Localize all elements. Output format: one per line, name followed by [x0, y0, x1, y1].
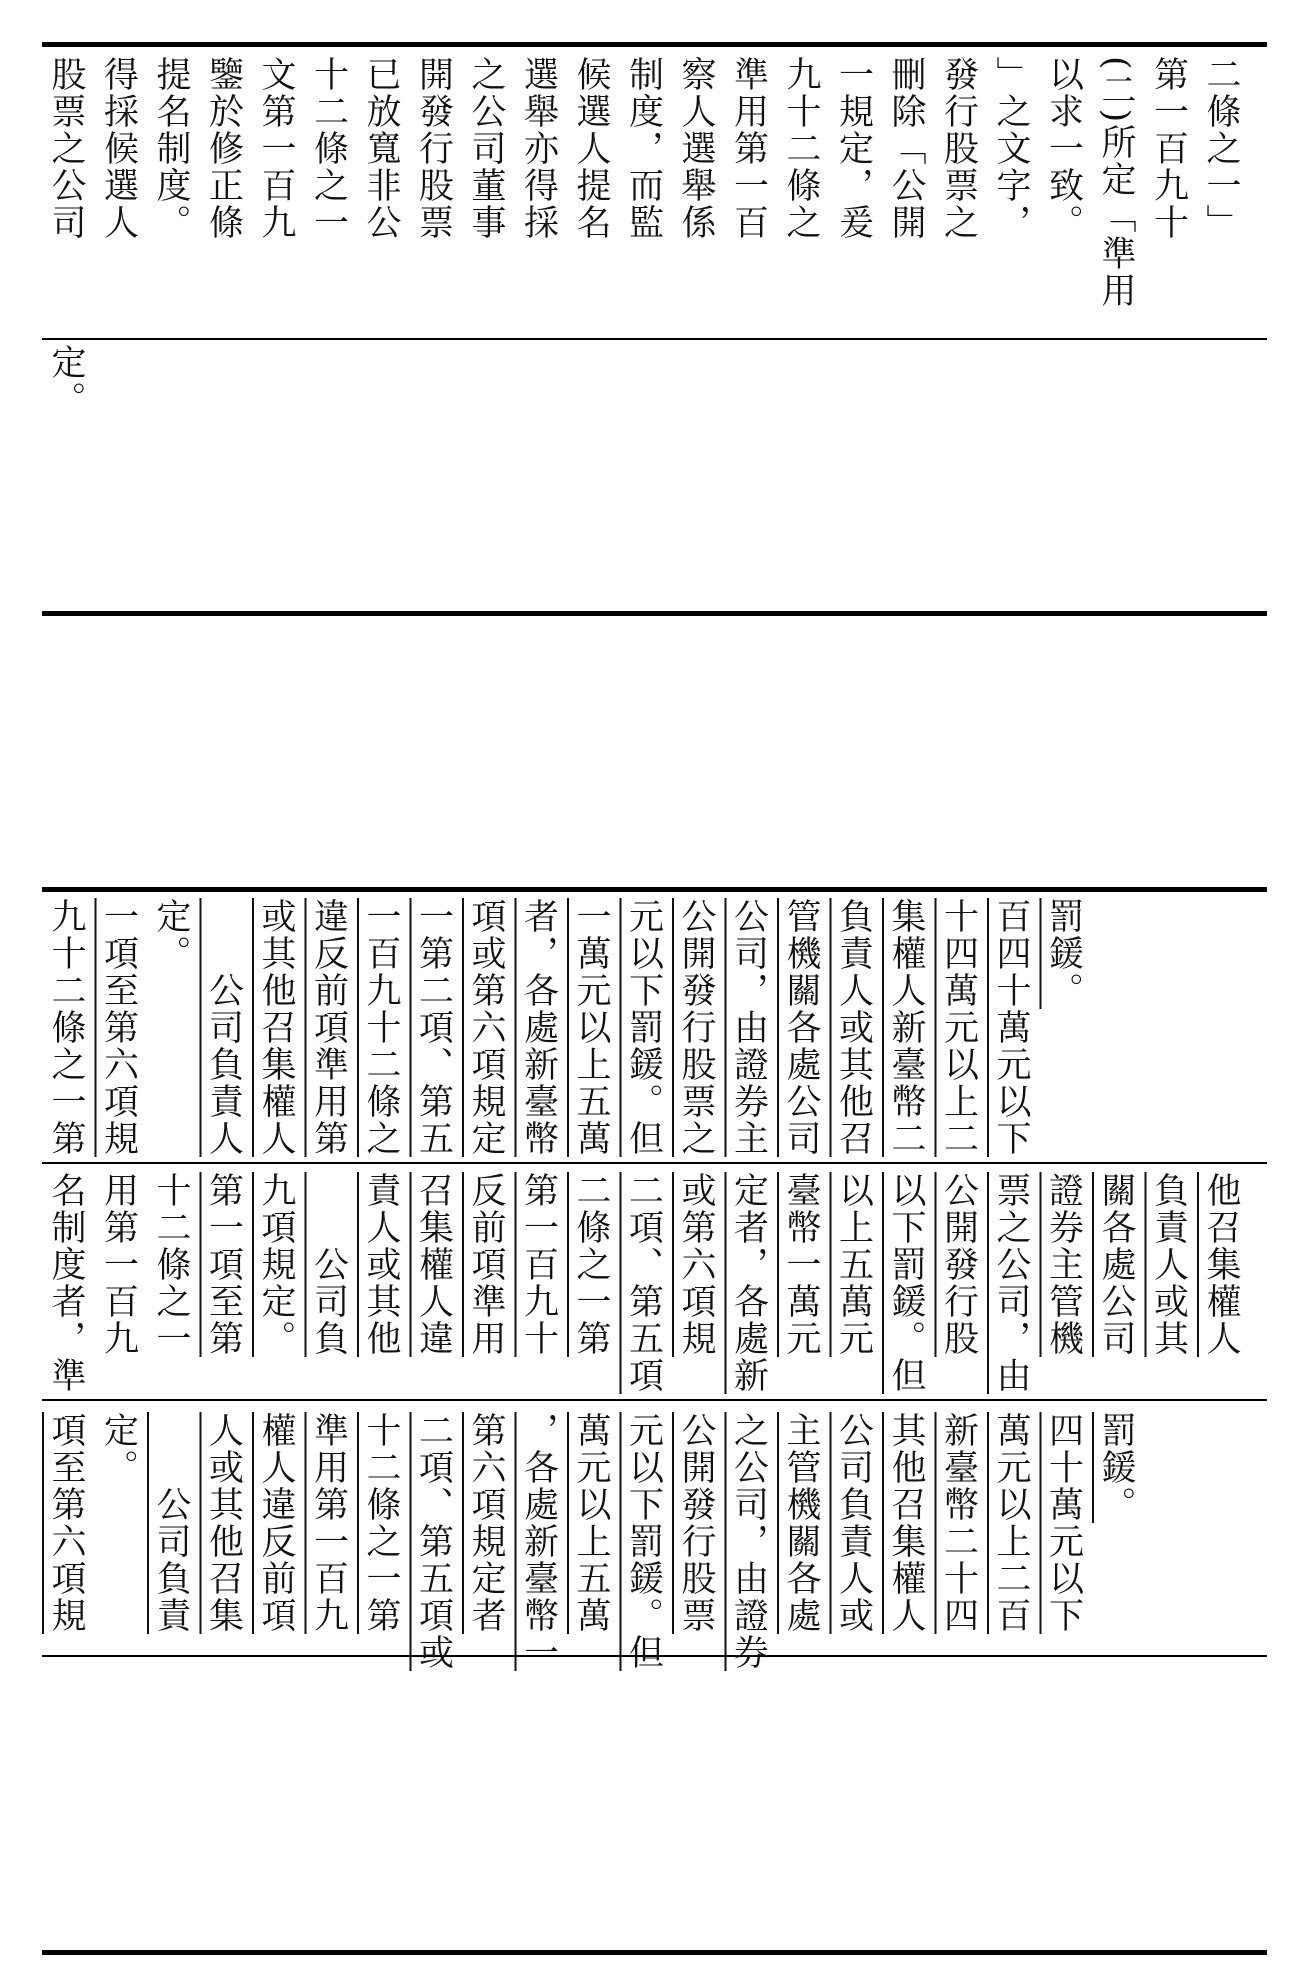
text-column: 公司負責人 — [203, 898, 244, 1157]
text-column: 其他召集權人 — [886, 1412, 926, 1634]
text-column: 之公司，由證券 — [728, 1412, 769, 1671]
text-column: 公司負責 — [151, 1412, 191, 1634]
text-column: 九十二條之 — [781, 56, 821, 241]
text-column: 或其他召集權人 — [256, 898, 296, 1157]
text-column: 證券主管機 — [1043, 1172, 1084, 1357]
text-column: 公司負責人或 — [833, 1412, 874, 1634]
text-column: 公開發行股 — [938, 1172, 979, 1357]
text-column: 文第一百九 — [256, 56, 296, 241]
text-column: ，各處新臺幣一 — [518, 1412, 559, 1671]
text-column: 百四十萬元以下 — [991, 898, 1031, 1157]
text-column: 定者，各處新 — [728, 1172, 769, 1394]
text-column: 開發行股票 — [413, 56, 454, 241]
bottom-border — [42, 1950, 1267, 1955]
text-column: 違反前項準用第 — [308, 898, 349, 1157]
text-column: 鑒於修正條 — [203, 56, 244, 241]
text-column: 負責人或其他召 — [833, 898, 874, 1157]
text-column: 項至第六項規 — [46, 1412, 86, 1634]
article-cell-c — [0, 1412, 1308, 1671]
text-column: 萬元以上二百 — [991, 1412, 1031, 1634]
text-column: 二項、第五項或 — [413, 1412, 454, 1671]
text-column: 罰鍰。 — [1043, 898, 1084, 1009]
text-column: 票之公司，由 — [991, 1172, 1031, 1394]
text-column: 公開發行股票 — [676, 1412, 716, 1634]
text-column: 臺幣一萬元 — [781, 1172, 821, 1357]
text-column: 十四萬元以上二 — [938, 898, 979, 1157]
text-column: 刪除「公開 — [886, 56, 926, 241]
text-column: 定。 — [46, 344, 86, 418]
text-column: 九十二條之一第 — [46, 898, 86, 1157]
text-column: 人或其他召集 — [203, 1412, 244, 1634]
text-column: 以下罰鍰。但 — [886, 1172, 926, 1394]
text-column: 項或第六項規定 — [466, 898, 506, 1157]
text-column: 者，各處新臺幣 — [518, 898, 559, 1157]
text-column: 權人違反前項 — [256, 1412, 296, 1634]
middle-cell — [0, 344, 1308, 608]
text-column: 第一百九十 — [518, 1172, 559, 1357]
text-column: 九項規定。 — [256, 1172, 296, 1357]
article-cell-a — [0, 898, 1308, 1160]
text-column: (二)所定「準用 — [1096, 56, 1136, 310]
text-column: 候選人提名 — [571, 56, 611, 241]
text-column: 」之文字， — [991, 56, 1031, 241]
text-column: 用第一百九 — [98, 1172, 139, 1357]
text-column: 名制度者，準 — [46, 1172, 86, 1394]
row-divider — [42, 887, 1267, 892]
article-cell-b — [0, 1172, 1308, 1397]
top-border — [42, 42, 1267, 47]
text-column: 制度，而監 — [623, 56, 664, 241]
text-column: 一第二項、第五 — [413, 898, 454, 1157]
text-column: 召集權人違 — [413, 1172, 454, 1357]
text-column: 十二條之一 — [151, 1172, 191, 1357]
text-column: 二條之一」 — [1201, 56, 1241, 241]
text-column: 元以下罰鍰。但 — [623, 898, 664, 1157]
text-column: 負責人或其 — [1148, 1172, 1189, 1357]
text-column: 定。 — [151, 898, 191, 972]
row-divider — [42, 1399, 1267, 1401]
text-column: 萬元以上五萬 — [571, 1412, 611, 1634]
row-divider — [42, 1162, 1267, 1164]
text-column: 以上五萬元 — [833, 1172, 874, 1357]
text-column: 第一百九十 — [1148, 56, 1189, 241]
text-column: 元以下罰鍰。但 — [623, 1412, 664, 1671]
text-column: 提名制度。 — [151, 56, 191, 241]
text-column: 四十萬元以下 — [1043, 1412, 1084, 1634]
text-column: 第一項至第 — [203, 1172, 244, 1357]
text-column: 集權人新臺幣二 — [886, 898, 926, 1157]
text-column: 主管機關各處 — [781, 1412, 821, 1634]
text-column: 公司，由證券主 — [728, 898, 769, 1157]
text-column: 關各處公司 — [1096, 1172, 1136, 1357]
row-divider — [42, 611, 1267, 616]
text-column: 他召集權人 — [1201, 1172, 1241, 1357]
text-column: 公開發行股票之 — [676, 898, 716, 1157]
text-column: 一百九十二條之 — [361, 898, 401, 1157]
text-column: 二條之一第 — [571, 1172, 611, 1357]
text-column: 準用第一百 — [728, 56, 769, 241]
text-column: 責人或其他 — [361, 1172, 401, 1357]
text-column: 察人選舉係 — [676, 56, 716, 241]
text-column: 一萬元以上五萬 — [571, 898, 611, 1157]
text-column: 已放寬非公 — [361, 56, 401, 241]
text-column: 十二條之一第 — [361, 1412, 401, 1634]
text-column: 管機關各處公司 — [781, 898, 821, 1157]
text-column: 二項、第五項 — [623, 1172, 664, 1394]
text-column: 公司負 — [308, 1172, 349, 1357]
text-column: 發行股票之 — [938, 56, 979, 241]
text-column: 新臺幣二十四 — [938, 1412, 979, 1634]
text-column: 一項至第六項規 — [98, 898, 139, 1157]
text-column: 罰鍰。 — [1096, 1412, 1136, 1523]
text-column: 之公司董事 — [466, 56, 506, 241]
text-column: 定。 — [98, 1412, 139, 1486]
text-column: 第六項規定者 — [466, 1412, 506, 1634]
text-column: 選舉亦得採 — [518, 56, 559, 241]
text-column: 或第六項規 — [676, 1172, 716, 1357]
text-column: 十二條之一 — [308, 56, 349, 241]
text-column: 反前項準用 — [466, 1172, 506, 1357]
text-column: 一規定，爰 — [833, 56, 874, 241]
text-column: 得採候選人 — [98, 56, 139, 241]
text-column: 以求一致。 — [1043, 56, 1084, 241]
text-column: 股票之公司 — [46, 56, 86, 241]
text-column: 準用第一百九 — [308, 1412, 349, 1634]
comparison-explanation-cell — [0, 56, 1308, 336]
row-divider — [42, 338, 1267, 340]
